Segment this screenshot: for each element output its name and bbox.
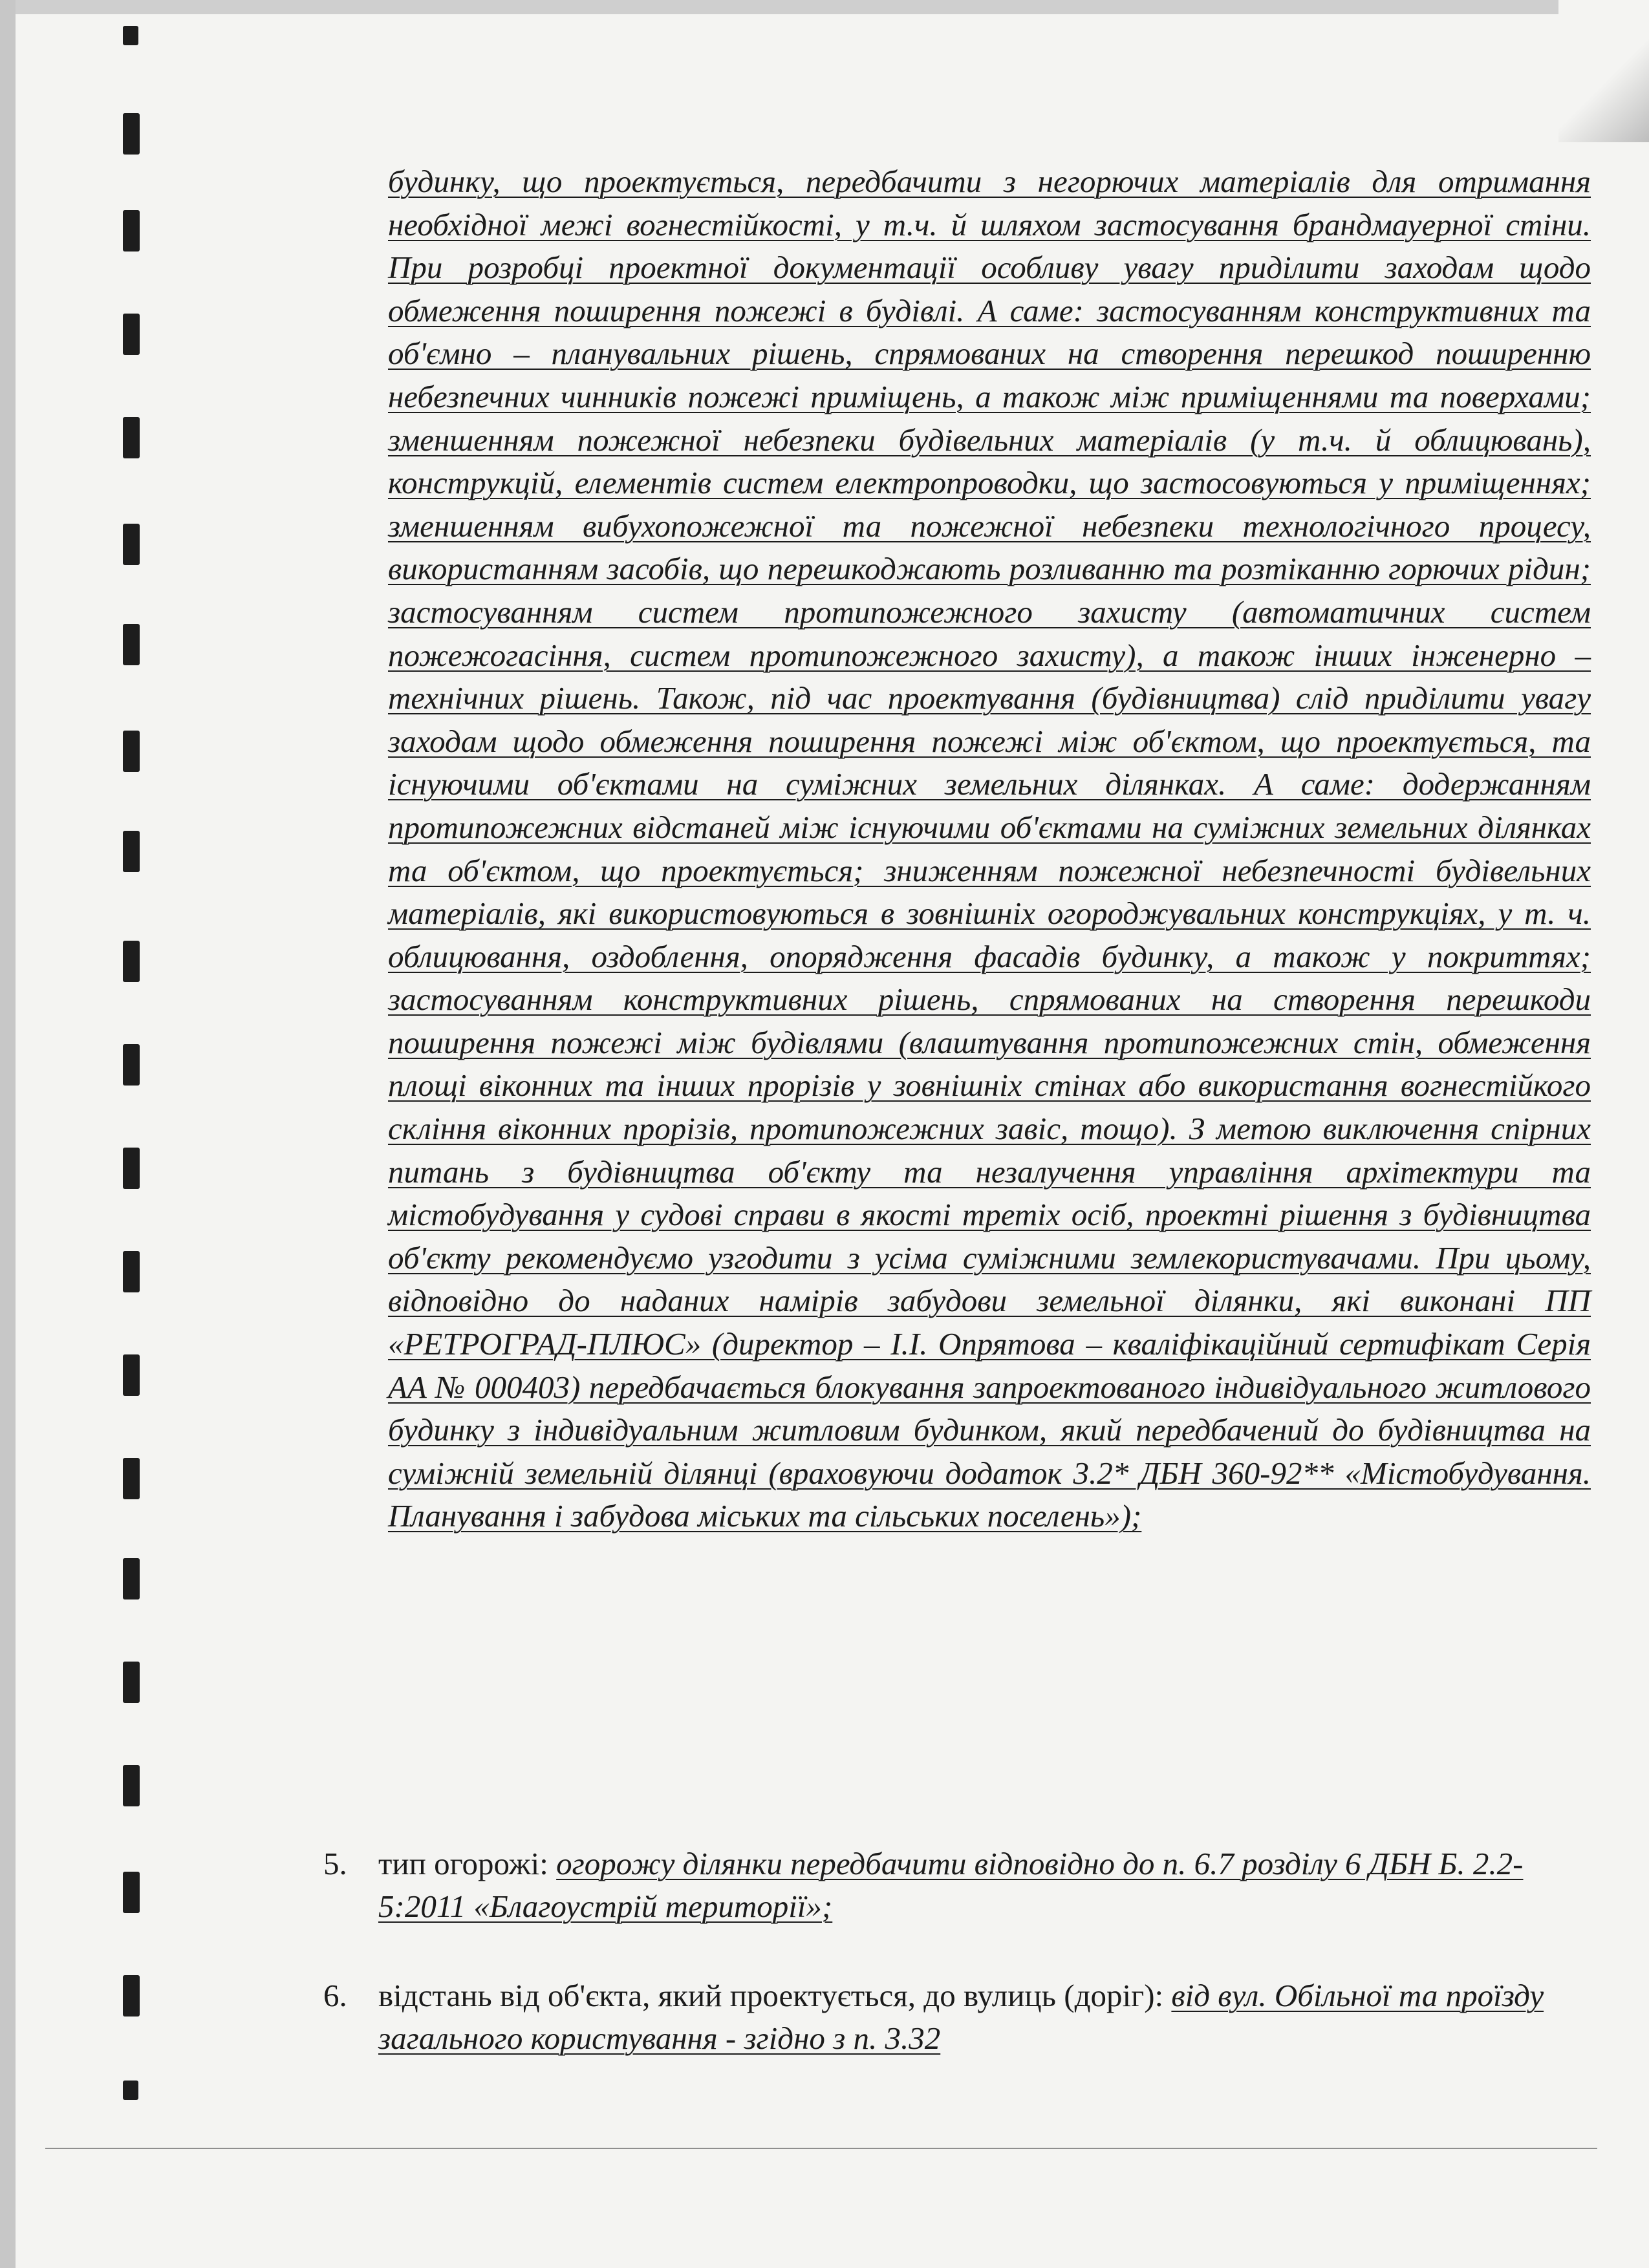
item-value: від вул. Обільної та проїзду загального користування - згідно з п. 3.32 — [378, 1978, 1544, 2056]
scan-top-edge — [0, 0, 1649, 14]
punch-hole — [123, 731, 140, 772]
punch-hole — [123, 831, 140, 872]
punch-hole — [123, 1044, 140, 1086]
punch-hole — [123, 1354, 140, 1396]
punch-hole — [123, 1765, 140, 1806]
punch-hole — [123, 624, 140, 665]
punch-hole — [123, 1872, 140, 1913]
punch-hole — [123, 113, 140, 155]
page-corner-fold — [1558, 0, 1649, 142]
punch-hole — [123, 2081, 138, 2100]
punch-hole — [123, 417, 140, 458]
item-label: тип огорожі: — [378, 1846, 548, 1881]
numbered-list — [323, 1843, 1565, 2106]
continued-paragraph — [388, 160, 1591, 1538]
punch-hole — [123, 1251, 140, 1292]
punch-hole — [123, 210, 140, 251]
item-value: огорожу ділянки передбачити відповідно до п. 6.7 розділу 6 ДБН Б. 2.2-5:2011 «Благоустрій території»; — [378, 1846, 1524, 1924]
punch-hole — [123, 1975, 140, 2017]
bottom-scan-line — [45, 2148, 1597, 2149]
punch-hole — [123, 524, 140, 565]
main-text-block — [388, 160, 1591, 1538]
punch-hole — [123, 1558, 140, 1599]
scan-left-edge — [0, 0, 16, 2268]
punch-hole — [123, 314, 140, 355]
punch-hole — [123, 1148, 140, 1189]
punch-hole — [123, 1662, 140, 1703]
punch-hole — [123, 26, 138, 45]
binding-punch-holes — [110, 0, 155, 2268]
punch-hole — [123, 1458, 140, 1499]
item-label: відстань від об'єкта, який проектується, до вулиць (доріг): — [378, 1978, 1164, 2013]
list-item-6 — [323, 1974, 1565, 2060]
item-number: 5. — [323, 1846, 347, 1881]
list-item-5 — [323, 1843, 1565, 1928]
paragraph-text: будинку, що проектується, передбачити з негорючих матеріалів для отримання необхідної межі вогнестійкості, у т.ч. й шляхом застосування брандмауерної стіни. При розробці проектної документації особливу увагу приділити заходам щодо обмеження поширення пожежі в будівлі. А саме: застосуванням конструктивних та об'ємно – планувальних рішень, спрямованих на створення перешкод поширенню небезпечних чинників пожежі приміщень, а також між приміщеннями та поверхами; зменшенням пожежної небезпеки будівельних матеріалів (у т.ч. й облицювань), конструкцій, елементів систем електропроводки, що застосовуються у приміщеннях; зменшенням вибухопожежної та пожежної небезпеки технологічного процесу, використанням засобів, що перешкоджають розливанню та розтіканню горючих рідин; застосуванням систем протипожежного захисту (автоматичних систем пожежогасіння, систем протипожежного захисту), а також інших інженерно – технічних рішень. Також, під час проектування (будівництва) слід приділити увагу заходам щодо обмеження поширення пожежі між об'єктом, що проектується, та існуючими об'єктами на суміжних земельних ділянках. А саме: додержанням протипожежних відстаней між існуючими об'єктами на суміжних земельних ділянках та об'єктом, що проектується; зниженням пожежної небезпечності будівельних матеріалів, які використовуються в зовнішніх огороджувальних конструкціях, у т. ч. облицювання, оздоблення, опорядження фасадів будинку, а також у покриттях; застосуванням конструктивних рішень, спрямованих на створення перешкоди поширення пожежі між будівлями (влаштування протипожежних стін, обмеження площі віконних та інших прорізів у зовнішніх стінах або використання вогнестійкого скління віконних прорізів, протипожежних завіс, тощо). З метою виключення спірних питань з будівництва об'єкту та незалучення управління архітектури та містобудування у судові справи в якості третіх осіб, проектні рішення з будівництва об'єкту рекомендуємо узгодити з усіма суміжними землекористувачами. При цьому, відповідно до наданих намірів забудови земельної ділянки, які виконані ПП «РЕТРОГРАД-ПЛЮС» (директор – І.І. Опрятова – кваліфікаційний сертифікат Серія АА № 000403) передбачається блокування запроектованого індивідуального житлового будинку з індивідуальним житловим будинком, який передбачений до будівництва на суміжній земельній ділянці (враховуючи додаток 3.2* ДБН 360-92** «Містобудування. Планування і забудова міських та сільських поселень»); — [388, 164, 1591, 1534]
punch-hole — [123, 941, 140, 982]
item-number: 6. — [323, 1978, 347, 2013]
